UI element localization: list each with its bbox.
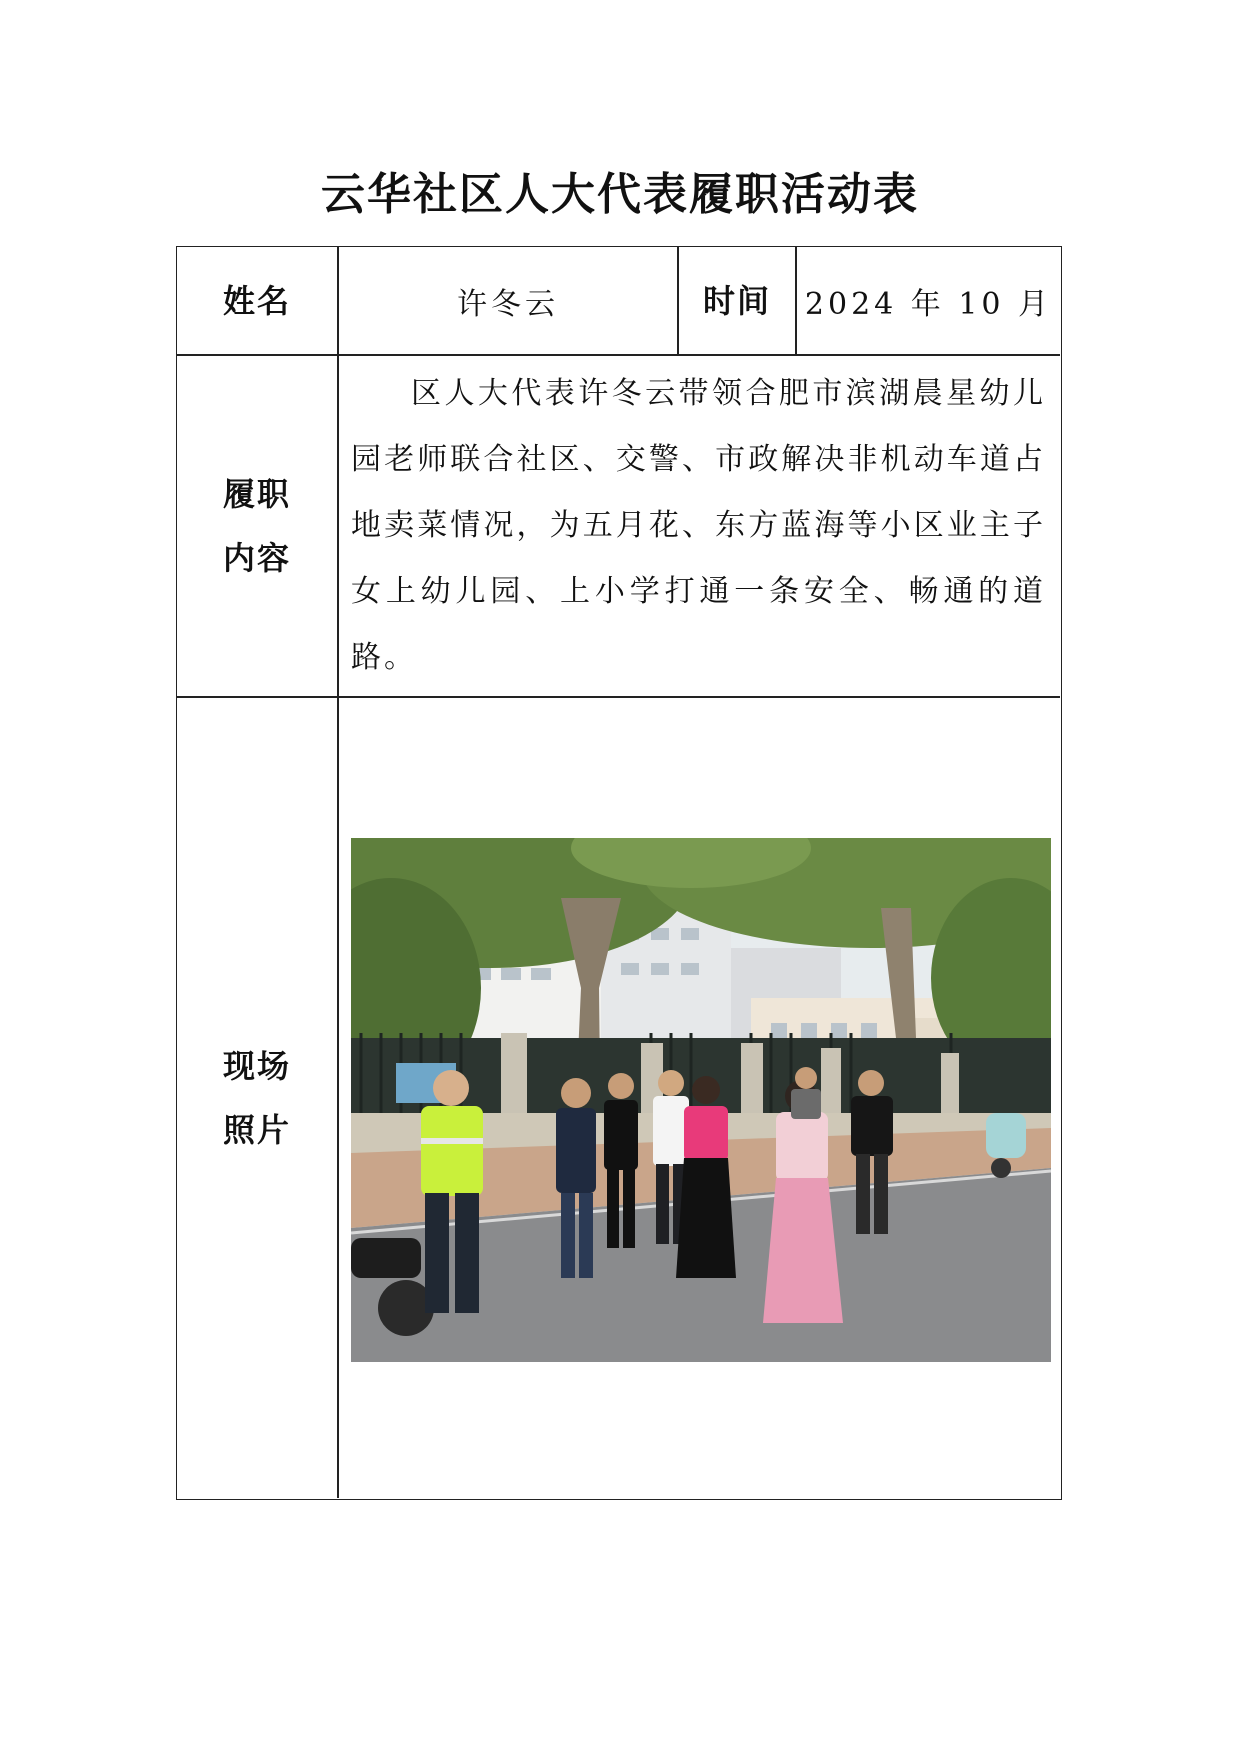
photo-label-line1: 现场 <box>222 1047 291 1085</box>
time-value-cell <box>797 247 1060 354</box>
photo-label-line2: 照片 <box>222 1111 291 1149</box>
site-photo <box>351 838 1051 1362</box>
name-value: 许冬云 <box>457 286 559 322</box>
content-label-line1: 履职 <box>222 475 291 513</box>
photo-label-cell <box>177 698 337 1498</box>
site-photo-illustration <box>351 838 1051 1362</box>
time-value: 2024 年 10 月 <box>804 286 1053 322</box>
time-label: 时间 <box>702 281 771 320</box>
name-label-cell <box>177 247 337 354</box>
page-title: 云华社区人大代表履职活动表 <box>321 169 919 220</box>
content-label-line2: 内容 <box>222 539 291 577</box>
content-label-cell <box>177 356 337 696</box>
content-text-cell <box>339 356 1060 696</box>
time-label-cell <box>679 247 795 354</box>
photo-cell <box>339 698 1060 1498</box>
name-value-cell <box>339 247 677 354</box>
activity-form-table <box>176 246 1062 1500</box>
content-text: 区人大代表许冬云带领合肥市滨湖晨星幼儿园老师联合社区、交警、市政解决非机动车道占地卖菜情况，为五月花、东方蓝海等小区业主子女上幼儿园、上小学打通一条安全、畅通的道路。 <box>351 376 1046 675</box>
name-label: 姓名 <box>222 281 291 320</box>
